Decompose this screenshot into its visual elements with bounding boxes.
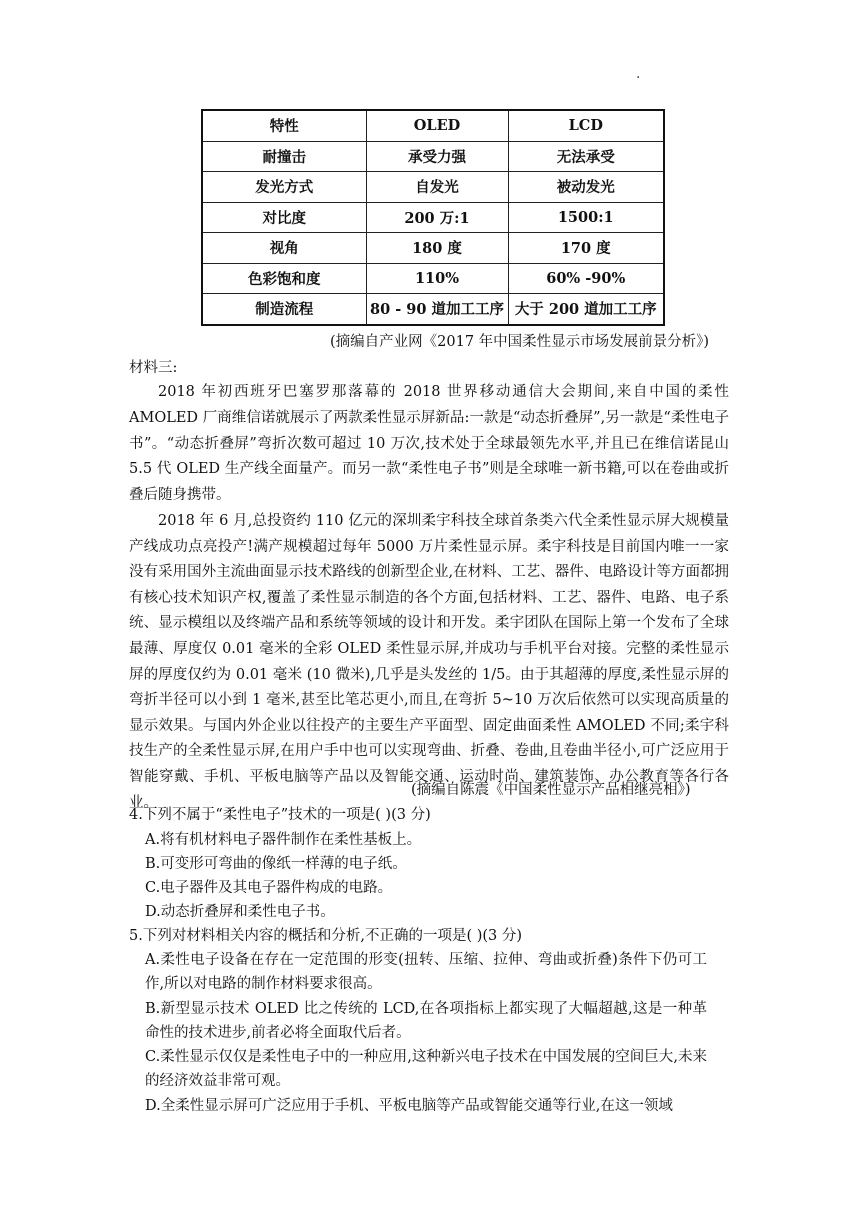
table-cell: 被动发光 xyxy=(508,172,664,203)
table-cell: 110% xyxy=(366,263,508,294)
material-three-paragraph-2: 2018 年 6 月,总投资约 110 亿元的深圳柔宇科技全球首条类六代全柔性显示屏大规模量产线成功点亮投产!满产规模超过每年 5000 万片柔性显示屏。柔宇科技是目前国内唯一一家没有采用国外主流曲面显示技术路线的创新型企业,在材料、工艺、器件、电路设计等方面都拥有核心技术知识产权,覆盖了柔性显示制造的各个方面,包括材料、工艺、器件、电路、电子系统、显示模组以及终端产品和系统等领域的设计和开发。柔宇团队在国际上第一个发布了全球最薄、厚度仅 0.01 毫米的全彩 OLED 柔性显示屏,并成功与手机平台对接。完整的柔性显示屏的厚度仅约为 0.01 毫米 (10 微米),几乎是头发丝的 1/5。由于其超薄的厚度,柔性显示屏的弯折半径可以小到 1 毫米,甚至比笔芯更小,而且,在弯折 5~10 万次后依然可以实现高质量的显示效果。与国内外企业以往投产的主要生产平面型、固定曲面柔性 AMOLED 不同;柔宇科技生产的全柔性显示屏,在用户手中也可以实现弯曲、折叠、卷曲,且卷曲半径小,可广泛应用于智能穿戴、手机、平板电脑等产品以及智能交通、运动时尚、建筑装饰、办公教育等各行各业。 xyxy=(129,513,729,811)
table-cell: 对比度 xyxy=(202,202,366,233)
question-5-stem: 5.下列对材料相关内容的概括和分析,不正确的一项是( )(3 分) xyxy=(129,928,523,944)
table-cell: 色彩饱和度 xyxy=(202,263,366,294)
table-cell: 承受力强 xyxy=(366,141,508,172)
table-row xyxy=(202,172,664,203)
question-5-option-a: A.柔性电子设备在存在一定范围的形变(扭转、压缩、拉伸、弯曲或折叠)条件下仍可工作,所以对电路的制作材料要求很高。 xyxy=(145,952,707,992)
question-4-stem: 4.下列不属于“柔性电子”技术的一项是( )(3 分) xyxy=(129,807,431,823)
table-cell: 自发光 xyxy=(366,172,508,203)
question-4-option-c: C.电子器件及其电子器件构成的电路。 xyxy=(145,880,393,896)
table-header-row xyxy=(202,110,664,141)
table-row xyxy=(202,294,664,325)
table-cell: 发光方式 xyxy=(202,172,366,203)
material-three-source-citation: (摘编自陈震《中国柔性显示产品相继亮相》) xyxy=(411,782,691,798)
table-cell: 1500:1 xyxy=(508,202,664,233)
table-cell: 视角 xyxy=(202,233,366,264)
oled-lcd-comparison-table xyxy=(201,109,665,326)
question-5-option-c: C.柔性显示仅仅是柔性电子中的一种应用,这种新兴电子技术在中国发展的空间巨大,未来的经济效益非常可观。 xyxy=(145,1049,707,1089)
question-5-option-b: B.新型显示技术 OLED 比之传统的 LCD,在各项指标上都实现了大幅超越,这是一种革命性的技术进步,前者必将全面取代后者。 xyxy=(145,1001,707,1041)
table-cell: 60% -90% xyxy=(508,263,664,294)
table-row xyxy=(202,263,664,294)
table-cell: 200 万:1 xyxy=(366,202,508,233)
table-source-citation: (摘编自产业网《2017 年中国柔性显示市场发展前景分析》) xyxy=(330,334,710,350)
table-row xyxy=(202,202,664,233)
material-three-heading: 材料三: xyxy=(129,360,178,376)
table-header-cell: OLED xyxy=(366,110,508,141)
question-4-option-d: D.动态折叠屏和柔性电子书。 xyxy=(145,904,335,920)
table-cell: 无法承受 xyxy=(508,141,664,172)
table-cell: 大于 200 道加工工序 xyxy=(508,294,664,325)
table-row xyxy=(202,233,664,264)
page-mark: · xyxy=(636,70,641,86)
table-header-cell: 特性 xyxy=(202,110,366,141)
table-cell: 170 度 xyxy=(508,233,664,264)
question-4-option-a: A.将有机材料电子器件制作在柔性基板上。 xyxy=(145,832,422,848)
table-row xyxy=(202,141,664,172)
table-cell: 80 - 90 道加工工序 xyxy=(366,294,508,325)
table-cell: 耐撞击 xyxy=(202,141,366,172)
table-header-cell: LCD xyxy=(508,110,664,141)
table-cell: 180 度 xyxy=(366,233,508,264)
material-three-paragraph-1: 2018 年初西班牙巴塞罗那落幕的 2018 世界移动通信大会期间,来自中国的柔性 AMOLED 厂商维信诺就展示了两款柔性显示屏新品:一款是“动态折叠屏”,另一款是“柔性电子书”。“动态折叠屏”弯折次数可超过 10 万次,技术处于全球最领先水平,并且已在维信诺昆山 5.5 代 OLED 生产线全面量产。而另一款“柔性电子书”则是全球唯一新书籍,可以在卷曲或折叠后随身携带。 xyxy=(129,384,729,504)
table-cell: 制造流程 xyxy=(202,294,366,325)
question-5-option-d: D.全柔性显示屏可广泛应用于手机、平板电脑等产品或智能交通等行业,在这一领域 xyxy=(145,1098,673,1114)
question-4-option-b: B.可变形可弯曲的像纸一样薄的电子纸。 xyxy=(145,856,407,872)
